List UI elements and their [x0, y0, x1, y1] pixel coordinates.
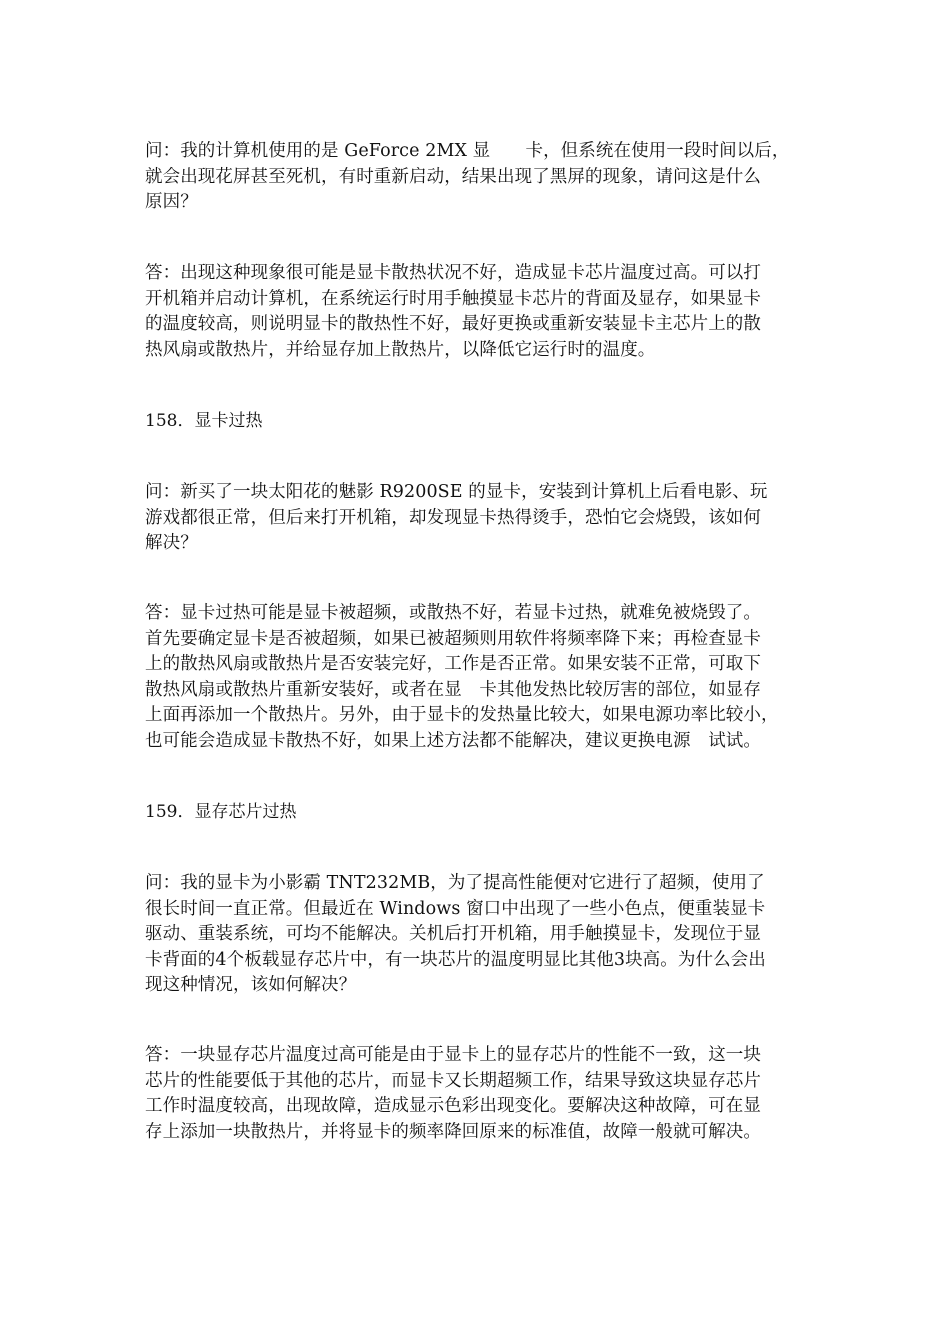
text-line: 答：显卡过热可能是显卡被超频，或散热不好，若显卡过热，就难免被烧毁了。: [145, 603, 761, 623]
text-line: 存上添加一块散热片，并将显卡的频率降回原来的标准值，故障一般就可解决。: [145, 1121, 761, 1142]
text-line: 热风扇或散热片，并给显存加上散热片，以降低它运行时的温度。: [145, 339, 656, 360]
text-line: 上面再添加一个散热片。另外，由于显卡的发热量比较大，如果电源功率比较小，: [145, 705, 779, 726]
text-line: 工作时温度较高，出现故障，造成显示色彩出现变化。要解决这种故障，可在显: [145, 1096, 761, 1117]
text-line: 问：我的计算机使用的是 GeForce 2MX 显 卡，但系统在使用一段时间以后，: [145, 141, 790, 161]
text-line: 散热风扇或散热片重新安装好，或者在显 卡其他发热比较厉害的部位，如显存: [145, 679, 761, 700]
answer-paragraph-159: [145, 1043, 809, 1145]
text-line: 很长时间一直正常。但最近在 Windows 窗口中出现了一些小色点，便重装显卡: [145, 898, 766, 919]
text-line: 也可能会造成显卡散热不好，如果上述方法都不能解决，建议更换电源 试试。: [145, 730, 761, 751]
text-line: 解决？: [145, 533, 198, 554]
text-line: 问：我的显卡为小影霸 TNT232MB，为了提高性能便对它进行了超频，使用了: [145, 873, 765, 893]
question-paragraph-157: [145, 139, 809, 216]
answer-paragraph-157: [145, 261, 809, 363]
text-line: 答：一块显存芯片温度过高可能是由于显卡上的显存芯片的性能不一致，这一块: [145, 1045, 761, 1065]
heading-text: 158．显卡过热: [145, 411, 263, 431]
question-paragraph-158: [145, 480, 809, 557]
text-line: 芯片的性能要低于其他的芯片，而显卡又长期超频工作，结果导致这块显存芯片: [145, 1070, 761, 1091]
heading-text: 159．显存芯片过热: [145, 802, 297, 822]
section-heading-158: [145, 409, 262, 433]
text-line: 的温度较高，则说明显卡的散热性不好，最好更换或重新安装显卡主芯片上的散: [145, 314, 761, 335]
text-line: 问：新买了一块太阳花的魅影 R9200SE 的显卡，安装到计算机上后看电影、玩: [145, 482, 768, 502]
text-line: 驱动、重装系统，可均不能解决。关机后打开机箱，用手触摸显卡，发现位于显: [145, 924, 761, 945]
text-line: 答：出现这种现象很可能是显卡散热状况不好，造成显卡芯片温度过高。可以打: [145, 263, 761, 283]
answer-paragraph-158: [145, 601, 809, 755]
text-line: 首先要确定显卡是否被超频，如果已被超频则用软件将频率降下来；再检查显卡: [145, 628, 761, 649]
text-line: 开机箱并启动计算机，在系统运行时用手触摸显卡芯片的背面及显存，如果显卡: [145, 288, 761, 309]
question-paragraph-159: [145, 871, 809, 999]
text-line: 原因？: [145, 192, 198, 213]
text-line: 现这种情况，该如何解决？: [145, 975, 357, 996]
text-line: 卡背面的4个板载显存芯片中，有一块芯片的温度明显比其他3块高。为什么会出: [145, 949, 766, 970]
text-line: 上的散热风扇或散热片是否安装完好，工作是否正常。如果安装不正常，可取下: [145, 654, 761, 675]
text-line: 游戏都很正常，但后来打开机箱，却发现显卡热得烫手，恐怕它会烧毁，该如何: [145, 507, 761, 528]
section-heading-159: [145, 800, 296, 824]
text-line: 就会出现花屏甚至死机，有时重新启动，结果出现了黑屏的现象，请问这是什么: [145, 166, 761, 187]
